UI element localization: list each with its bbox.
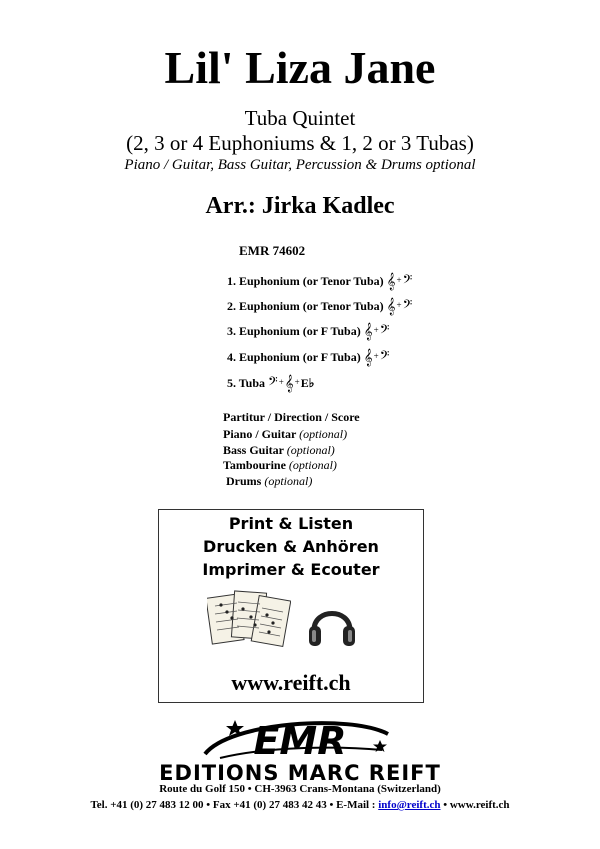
promo-line: Print & Listen [228, 514, 354, 533]
part-item [227, 322, 389, 339]
plus-sign: + [396, 275, 402, 285]
promo-url: www.reift.ch [231, 670, 351, 695]
bass-clef-icon: 𝄢 [379, 348, 390, 366]
email-link[interactable]: info@reift.ch [378, 799, 441, 811]
part-item [227, 297, 412, 314]
plus-sign: + [278, 377, 284, 387]
arranger: Arr.: Jirka Kadlec [205, 193, 395, 219]
headphones-icon [307, 596, 357, 652]
catalog-number: EMR 74602 [239, 243, 306, 258]
publisher-name: EDITIONS MARC REIFT [159, 761, 441, 785]
plus-sign: + [294, 377, 300, 387]
treble-clef-icon: 𝄞 [363, 322, 373, 340]
part-item [227, 272, 412, 289]
score-label: Drums [226, 474, 262, 488]
plus-sign: + [396, 300, 402, 310]
part-label: 4. Euphonium (or F Tuba) [227, 350, 361, 364]
promo-line: Imprimer & Ecouter [202, 560, 380, 579]
subtitle: Tuba Quintet [244, 106, 356, 130]
score-label: Tambourine [223, 458, 286, 472]
part-label: 5. Tuba [227, 376, 266, 390]
contact-line [0, 799, 600, 811]
contact-prefix: Tel. +41 (0) 27 483 12 00 • Fax +41 (0) 27 483 42 43 • E-Mail : [90, 799, 379, 811]
treble-clef-icon: 𝄞 [363, 348, 373, 366]
treble-clef-icon: 𝄞 [386, 272, 396, 290]
contact-suffix: • www.reift.ch [440, 799, 510, 811]
e-flat-label: E♭ [300, 376, 315, 390]
score-item [223, 457, 337, 473]
part-label: 2. Euphonium (or Tenor Tuba) [227, 299, 384, 313]
part-item [227, 374, 314, 391]
part-label: 1. Euphonium (or Tenor Tuba) [227, 274, 384, 288]
plus-sign: + [373, 325, 379, 335]
treble-clef-icon: 𝄞 [386, 297, 396, 315]
optional-note: (optional) [288, 458, 337, 472]
optional-note: (optional) [286, 443, 335, 457]
part-label: 3. Euphonium (or F Tuba) [227, 324, 361, 338]
score-item [226, 473, 312, 489]
sheet-music-icon [207, 588, 291, 650]
score-label: Partitur / Direction / Score [223, 410, 360, 424]
instrumentation: (2, 3 or 4 Euphoniums & 1, 2 or 3 Tubas) [126, 131, 474, 155]
plus-sign: + [373, 351, 379, 361]
publisher-address: Route du Golf 150 • CH-3963 Crans-Montana (Switzerland) [159, 783, 441, 795]
bass-clef-icon: 𝄢 [379, 322, 390, 340]
score-label: Bass Guitar [223, 443, 284, 457]
bass-clef-icon: 𝄢 [402, 272, 413, 290]
bass-clef-icon: 𝄢 [402, 297, 413, 315]
print-listen-box [158, 509, 424, 703]
emr-logo [150, 716, 450, 762]
optional-note: (optional) [299, 427, 348, 441]
bass-clef-icon: 𝄢 [268, 374, 278, 392]
page-title: Lil' Liza Jane [164, 42, 436, 93]
optional-note: (optional) [264, 474, 313, 488]
score-item [223, 426, 347, 442]
logo-text: EMR [253, 719, 347, 762]
treble-clef-icon: 𝄞 [284, 374, 294, 392]
part-item [227, 348, 389, 365]
promo-line: Drucken & Anhören [203, 537, 379, 556]
optional-instruments: Piano / Guitar, Bass Guitar, Percussion & Drums optional [124, 157, 476, 173]
score-item [223, 409, 360, 425]
score-item [223, 442, 335, 458]
score-label: Piano / Guitar [223, 427, 297, 441]
